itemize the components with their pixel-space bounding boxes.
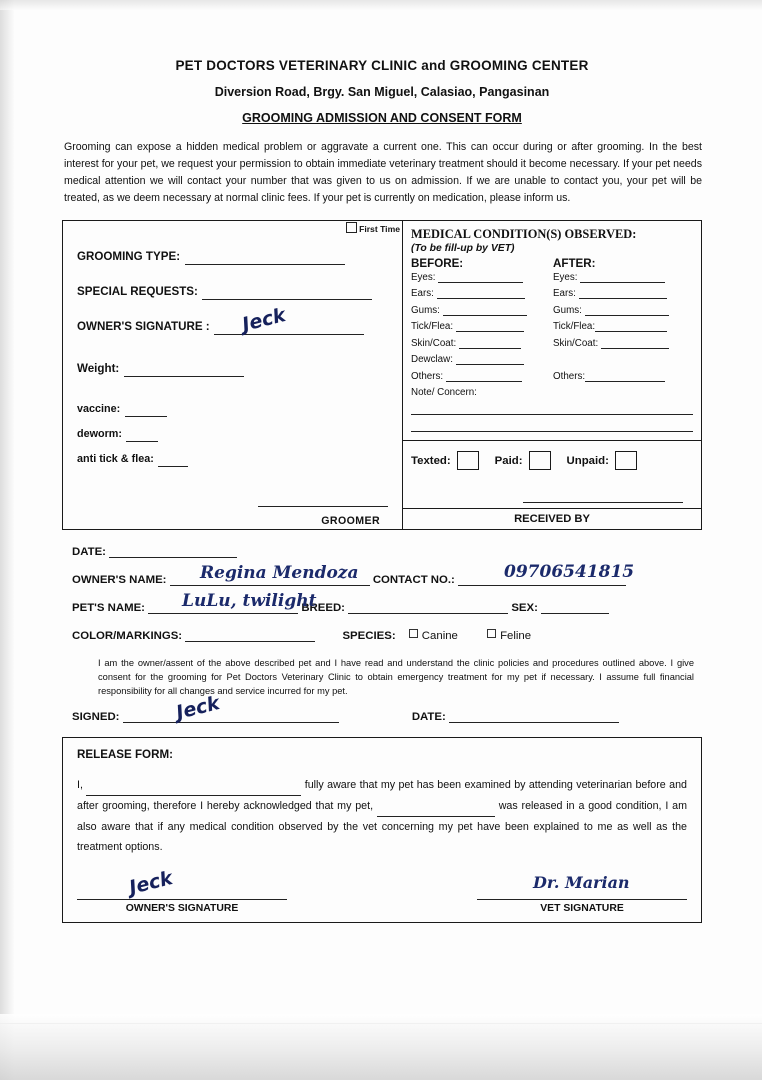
received-by-label: RECEIVED BY: [403, 508, 701, 529]
after-ears-input[interactable]: [579, 288, 667, 299]
grooming-type-label: GROOMING TYPE:: [77, 249, 181, 263]
special-requests-row: [77, 282, 390, 300]
species-label: SPECIES:: [342, 629, 396, 642]
before-skincoat-label: Skin/Coat:: [411, 337, 457, 349]
canine-label: Canine: [421, 629, 458, 642]
vaccine-input[interactable]: [125, 404, 167, 417]
unpaid-label: Unpaid:: [566, 454, 609, 467]
vet-signature-line[interactable]: [477, 898, 687, 900]
after-tickflea-field[interactable]: [553, 321, 695, 332]
date-input[interactable]: [109, 544, 237, 558]
after-column: [553, 272, 695, 388]
grooming-details-box: [63, 221, 403, 529]
after-tickflea-input[interactable]: [595, 321, 667, 332]
texted-checkbox[interactable]: [457, 451, 479, 470]
after-header: AFTER:: [553, 256, 596, 270]
before-others-input[interactable]: [446, 371, 522, 382]
deworm-row: [77, 424, 390, 442]
after-skincoat-input[interactable]: [601, 338, 669, 349]
first-time-checkbox[interactable]: [346, 222, 400, 234]
before-header: BEFORE:: [411, 256, 464, 270]
paid-label: Paid:: [494, 454, 523, 467]
before-others-field[interactable]: [411, 371, 553, 382]
sex-label: SEX:: [511, 601, 538, 614]
signed-date-input[interactable]: [449, 709, 619, 723]
scan-shadow-bottom: [0, 1014, 762, 1080]
color-species-row: [72, 628, 702, 642]
color-markings-label: COLOR/MARKINGS:: [72, 629, 183, 642]
texted-label: Texted:: [411, 454, 451, 467]
release-form-title: RELEASE FORM:: [77, 747, 173, 761]
species-canine-option[interactable]: [409, 630, 458, 642]
deworm-label: deworm:: [77, 427, 122, 440]
owners-signature-input[interactable]: [214, 322, 364, 335]
after-gums-input[interactable]: [585, 305, 669, 316]
deworm-input[interactable]: [126, 429, 158, 442]
consent-paragraph: I am the owner/assent of the above described pet and I have read and understand the clinic policies and procedures outlined above. I give consent for the grooming for Pet Doctors Veterinary Clinic to obtain emergency treatment for my pet if necessary. I assume full financial responsibility for all changes and service incurred for my pet.: [98, 657, 694, 697]
vaccine-row: [77, 399, 390, 417]
before-gums-field[interactable]: [411, 305, 553, 316]
contact-no-label: CONTACT NO.:: [372, 573, 455, 586]
groomer-signature-line[interactable]: [258, 506, 388, 507]
before-gums-input[interactable]: [443, 305, 527, 316]
before-eyes-label: Eyes:: [411, 271, 436, 283]
clinic-name: PET DOCTORS VETERINARY CLINIC and GROOMING CENTER: [175, 58, 589, 73]
before-dewclaw-input[interactable]: [456, 354, 524, 365]
vaccine-label: vaccine:: [77, 402, 121, 415]
anti-tick-input[interactable]: [158, 454, 188, 467]
before-tickflea-field[interactable]: [411, 321, 553, 332]
pets-name-label: PET'S NAME:: [72, 601, 145, 614]
signed-date-label: DATE:: [411, 710, 446, 723]
after-gums-field[interactable]: [553, 305, 695, 316]
release-vet-signature-mark: Dr. Marian: [533, 872, 630, 892]
scan-shadow-top: [0, 0, 762, 10]
clinic-address: Diversion Road, Brgy. San Miguel, Calasiao, Pangasinan: [214, 85, 550, 99]
color-markings-input[interactable]: [185, 628, 315, 642]
groomer-label: GROOMER: [321, 514, 380, 527]
anti-tick-label: anti tick & flea:: [77, 452, 154, 465]
pet-name-row: [72, 590, 702, 614]
release-pet-input[interactable]: [377, 804, 495, 817]
after-others-field[interactable]: [553, 371, 695, 382]
owner-name-row: [72, 561, 702, 586]
before-ears-label: Ears:: [411, 288, 434, 300]
before-eyes-field[interactable]: [411, 272, 553, 283]
before-after-headers: [403, 257, 701, 270]
owners-name-value: Regina Mendoza: [200, 562, 359, 583]
signed-label: SIGNED:: [72, 710, 120, 723]
release-name-input[interactable]: [86, 783, 301, 796]
release-form-box: [62, 737, 702, 923]
owners-signature-label: OWNER'S SIGNATURE :: [77, 319, 210, 333]
feline-checkbox[interactable]: [487, 629, 496, 638]
signed-row: [72, 691, 702, 724]
after-eyes-input[interactable]: [580, 272, 665, 283]
breed-input[interactable]: [348, 600, 508, 614]
release-form-body: [77, 775, 687, 858]
special-requests-label: SPECIAL REQUESTS:: [77, 284, 198, 298]
signed-signature-mark: Jeck: [173, 691, 222, 724]
before-tickflea-input[interactable]: [456, 321, 524, 332]
breed-label: BREED:: [301, 601, 345, 614]
anti-tick-row: [77, 449, 390, 467]
release-part2: fully aware that my pet has been examined by attending veterinarian before and after grooming, therefore I hereby acknowledged that my pet,: [77, 778, 687, 812]
owners-name-label: OWNER'S NAME:: [72, 573, 167, 586]
medical-condition-box: [403, 221, 701, 529]
medical-fields: [403, 270, 701, 388]
release-signatures: [77, 866, 687, 914]
sex-input[interactable]: [541, 600, 609, 614]
note-concern-label: Note/ Concern:: [411, 387, 477, 399]
signed-input[interactable]: [123, 709, 339, 723]
payment-status-row: [403, 440, 701, 480]
after-others-label: Others:: [553, 370, 586, 382]
before-dewclaw-field[interactable]: [411, 354, 553, 365]
before-ears-field[interactable]: [411, 288, 553, 299]
special-requests-input[interactable]: [202, 287, 372, 300]
after-ears-field[interactable]: [553, 288, 695, 299]
owner-signature-line[interactable]: [77, 898, 287, 900]
after-eyes-field[interactable]: [553, 272, 695, 283]
first-time-label: First Time: [359, 223, 400, 234]
before-eyes-input[interactable]: [438, 272, 523, 283]
date-label: DATE:: [72, 545, 106, 558]
received-by-line[interactable]: [523, 502, 683, 503]
before-skincoat-input[interactable]: [459, 338, 521, 349]
before-column: [411, 272, 553, 388]
note-lines: [403, 401, 701, 432]
before-dewclaw-label: Dewclaw:: [411, 354, 453, 366]
weight-label: Weight:: [77, 361, 120, 375]
grooming-type-input[interactable]: [185, 252, 345, 265]
release-part3: was released in a good condition, I am also aware that if any medical condition observed by the vet concerning my pet have been explained to me as well as the treatment options.: [77, 799, 687, 854]
top-boxes: [62, 220, 702, 530]
unpaid-checkbox[interactable]: [615, 451, 637, 470]
before-ears-input[interactable]: [437, 288, 525, 299]
weight-row: [77, 359, 390, 377]
pets-name-value: LuLu, twilight: [182, 590, 317, 611]
date-row: [72, 544, 702, 558]
checkbox-square[interactable]: [346, 222, 357, 233]
owners-signature-row: [77, 303, 390, 336]
after-tickflea-label: Tick/Flea:: [553, 321, 596, 333]
note-line-1[interactable]: [411, 401, 693, 415]
form-title: GROOMING ADMISSION AND CONSENT FORM: [242, 111, 522, 125]
after-ears-label: Ears:: [553, 288, 576, 300]
after-others-input[interactable]: [585, 371, 665, 382]
release-part1: I,: [77, 778, 83, 791]
scan-shadow-left: [0, 0, 14, 1080]
before-skincoat-field[interactable]: [411, 338, 553, 349]
after-spacer: [553, 354, 695, 365]
grooming-type-row: [77, 247, 390, 265]
after-skincoat-label: Skin/Coat:: [553, 337, 599, 349]
before-tickflea-label: Tick/Flea:: [411, 321, 454, 333]
form-content: [62, 58, 702, 923]
vet-signature-block: [477, 872, 687, 914]
note-line-2[interactable]: [411, 418, 693, 432]
medical-box-subtitle: (To be fill-up by VET): [411, 242, 515, 254]
vet-signature-caption: VET SIGNATURE: [540, 902, 624, 914]
medical-box-title: MEDICAL CONDITION(S) OBSERVED:: [411, 226, 637, 241]
owner-signature-mark: Jeck: [239, 303, 288, 336]
intro-paragraph: Grooming can expose a hidden medical problem or aggravate a current one. This can occur during or after grooming. In the best interest for your pet, we request your permission to obtain immediate veterinary treatment should it become necessary. If your pet needs medical attention we will contact your number that was given to us on admission. If we are unable to contact you, your pet will be treated, as we deem necessary at normal clinic fees. If your pet is currently on medication, please inform us.: [64, 141, 702, 205]
canine-checkbox[interactable]: [409, 629, 418, 638]
after-skincoat-field[interactable]: [553, 338, 695, 349]
after-gums-label: Gums:: [553, 304, 582, 316]
after-eyes-label: Eyes:: [553, 271, 578, 283]
before-others-label: Others:: [411, 370, 444, 382]
owner-signature-block: [77, 866, 287, 914]
owner-pet-info: [62, 544, 702, 723]
paid-checkbox[interactable]: [529, 451, 551, 470]
weight-input[interactable]: [124, 364, 244, 377]
feline-label: Feline: [500, 629, 532, 642]
before-gums-label: Gums:: [411, 304, 440, 316]
owner-signature-caption: OWNER'S SIGNATURE: [125, 902, 239, 914]
contact-no-value: 09706541815: [504, 561, 635, 582]
species-feline-option[interactable]: [487, 630, 531, 642]
release-owner-signature-mark: Jeck: [126, 866, 175, 899]
